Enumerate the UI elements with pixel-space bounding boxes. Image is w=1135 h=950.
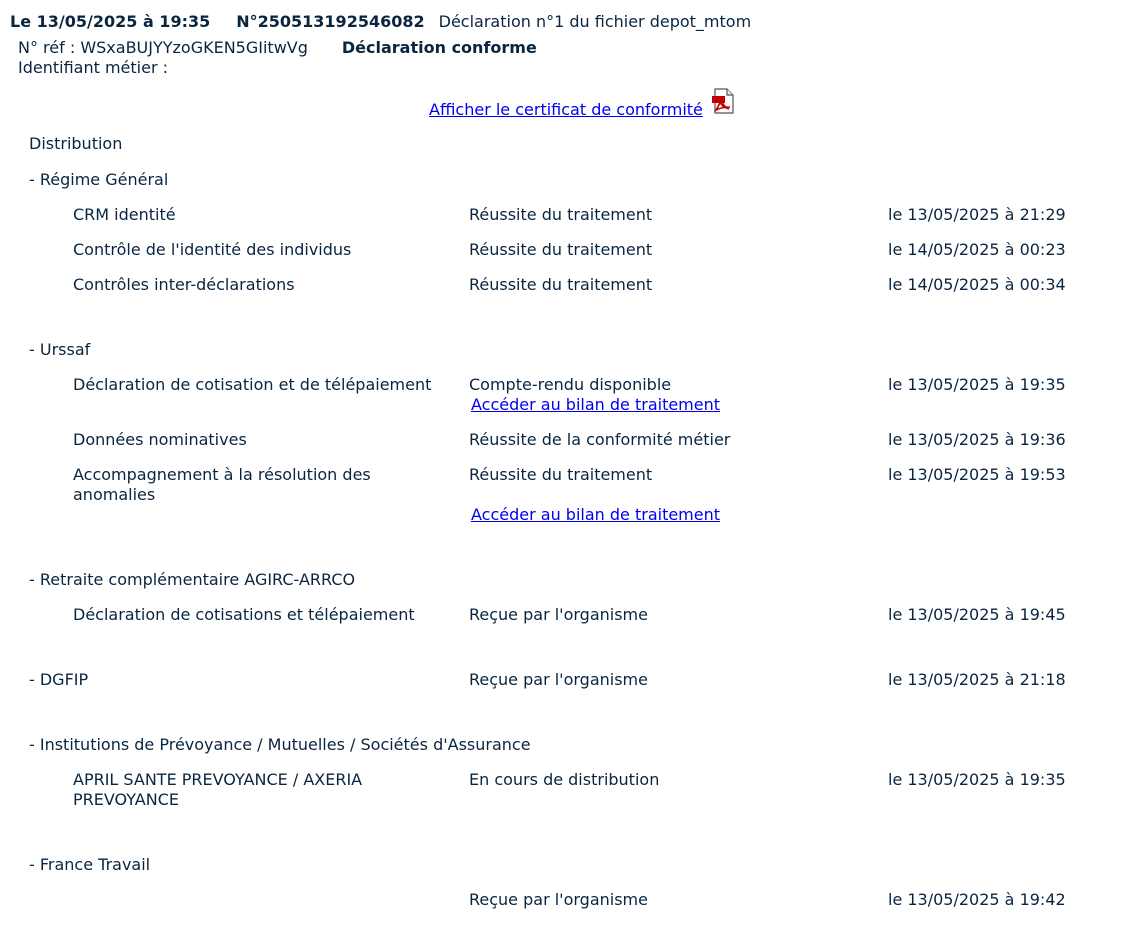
- row-status: Réussite du traitement: [469, 275, 653, 294]
- row-date: le 13/05/2025 à 19:35: [888, 770, 1066, 789]
- processing-report-link[interactable]: Accéder au bilan de traitement: [471, 505, 721, 524]
- row-name: Contrôle de l'identité des individus: [73, 240, 352, 259]
- row-status: Réussite du traitement: [469, 205, 653, 224]
- row-name: Données nominatives: [73, 430, 247, 449]
- certificate-row: [429, 88, 737, 119]
- reference-number: N° réf : WSxaBUJYYzoGKEN5GIitwVg: [18, 38, 308, 57]
- row-date: le 14/05/2025 à 00:34: [888, 275, 1066, 294]
- row-status: Compte-rendu disponible: [469, 375, 672, 394]
- row-date: le 13/05/2025 à 19:35: [888, 375, 1066, 394]
- pdf-icon[interactable]: [711, 88, 737, 114]
- row-status: Reçue par l'organisme: [469, 890, 648, 909]
- row-name: Accompagnement à la résolution des anomalies: [73, 465, 371, 504]
- section-title-france-travail: - France Travail: [29, 855, 151, 874]
- declaration-date: Le 13/05/2025 à 19:35: [10, 12, 211, 31]
- row-date: le 14/05/2025 à 00:23: [888, 240, 1066, 259]
- row-name: Déclaration de cotisation et de télépaiement: [73, 375, 432, 394]
- row-status: Réussite du traitement: [469, 240, 653, 259]
- row-name: CRM identité: [73, 205, 176, 224]
- row-name: Déclaration de cotisations et télépaiement: [73, 605, 415, 624]
- declaration-number: N°250513192546082: [236, 12, 425, 31]
- row-date: le 13/05/2025 à 19:53: [888, 465, 1066, 484]
- declaration-file: Déclaration n°1 du fichier depot_mtom: [438, 12, 752, 31]
- row-status: Réussite du traitement: [469, 465, 653, 484]
- section-title-agirc-arrco: - Retraite complémentaire AGIRC-ARRCO: [29, 570, 356, 589]
- processing-report-link[interactable]: Accéder au bilan de traitement: [471, 395, 721, 414]
- declaration-status: Déclaration conforme: [341, 38, 537, 57]
- show-certificate-link[interactable]: Afficher le certificat de conformité: [429, 100, 703, 119]
- business-identifier: Identifiant métier :: [18, 58, 169, 77]
- header-line-2: [18, 38, 537, 57]
- section-title-regime-general: - Régime Général: [29, 170, 169, 189]
- row-date: le 13/05/2025 à 21:18: [888, 670, 1066, 689]
- row-status: Reçue par l'organisme: [469, 670, 648, 689]
- row-status: Réussite de la conformité métier: [469, 430, 731, 449]
- row-name: Contrôles inter-déclarations: [73, 275, 295, 294]
- row-date: le 13/05/2025 à 21:29: [888, 205, 1066, 224]
- section-title-urssaf: - Urssaf: [29, 340, 91, 359]
- row-date: le 13/05/2025 à 19:36: [888, 430, 1066, 449]
- row-name: APRIL SANTE PREVOYANCE / AXERIA PREVOYANCE: [73, 770, 363, 809]
- row-status: Reçue par l'organisme: [469, 605, 648, 624]
- section-title-dgfip: - DGFIP: [29, 670, 89, 689]
- row-status: En cours de distribution: [469, 770, 660, 789]
- header-line-1: [10, 12, 751, 31]
- row-date: le 13/05/2025 à 19:45: [888, 605, 1066, 624]
- row-date: le 13/05/2025 à 19:42: [888, 890, 1066, 909]
- section-title-prevoyance: - Institutions de Prévoyance / Mutuelles / Sociétés d'Assurance: [29, 735, 531, 754]
- distribution-title: Distribution: [29, 134, 123, 153]
